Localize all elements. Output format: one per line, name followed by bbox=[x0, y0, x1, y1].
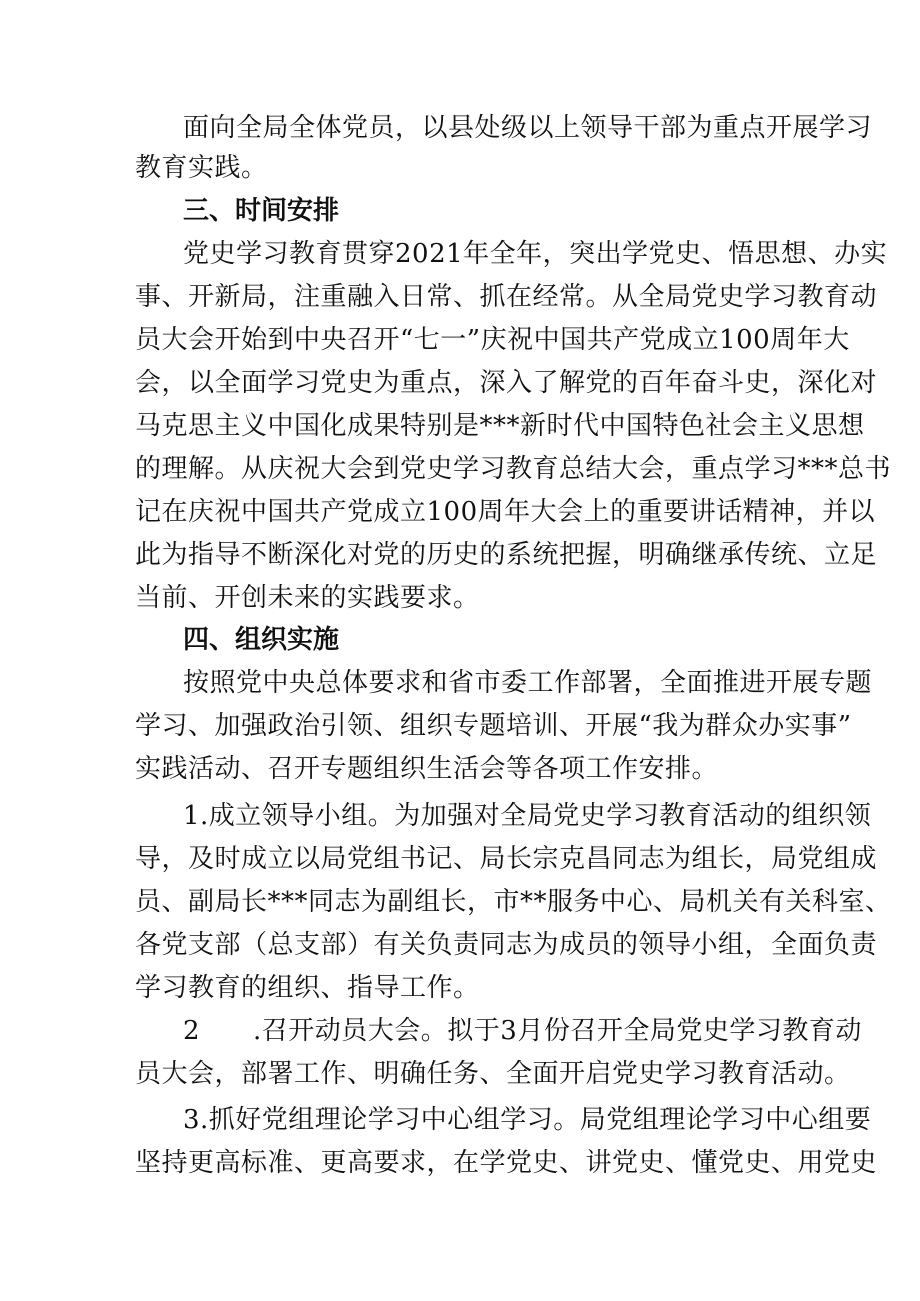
text-line: 2 .召开动员大会。拟于3月份召开全局党史学习教育动 bbox=[183, 1016, 862, 1046]
text-line: 实践活动、召开专题组织生活会等各项工作安排。 bbox=[135, 754, 719, 784]
text-line: 记在庆祝中国共产党成立100周年大会上的重要讲话精神，并以 bbox=[135, 497, 876, 527]
section-heading-time: 三、时间安排 bbox=[183, 196, 340, 226]
text-line: 导，及时成立以局党组书记、局长宗克昌同志为组长，局党组成 bbox=[135, 844, 878, 874]
text-line: 事、开新局，注重融入日常、抓在经常。从全局党史学习教育动 bbox=[135, 282, 878, 312]
text-line: 员大会开始到中央召开“七一”庆祝中国共产党成立100周年大 bbox=[135, 325, 850, 355]
text-line: 学习教育的组织、指导工作。 bbox=[135, 973, 480, 1003]
text-line: 会，以全面学习党史为重点，深入了解党的百年奋斗史，深化对 bbox=[135, 368, 878, 398]
text-line: 员大会，部署工作、明确任务、全面开启党史学习教育活动。 bbox=[135, 1059, 851, 1089]
text-line: 党史学习教育贯穿2021年全年，突出学党史、悟思想、办实 bbox=[183, 239, 888, 269]
text-line: 的理解。从庆祝大会到党史学习教育总结大会，重点学习***总书 bbox=[135, 454, 892, 484]
text-line: 学习、加强政治引领、组织专题培训、开展“我为群众办实事” bbox=[135, 711, 852, 741]
text-line: 1.成立领导小组。为加强对全局党史学习教育活动的组织领 bbox=[183, 801, 872, 831]
text-line: 员、副局长***同志为副组长，市**服务中心、局机关有关科室、 bbox=[135, 887, 892, 917]
text-line: 当前、开创未来的实践要求。 bbox=[135, 583, 480, 613]
section-heading-organization: 四、组织实施 bbox=[183, 625, 340, 655]
text-line: 马克思主义中国化成果特别是***新时代中国特色社会主义思想 bbox=[135, 411, 865, 441]
text-line: 面向全局全体党员，以县处级以上领导干部为重点开展学习 bbox=[183, 113, 873, 143]
text-line: 此为指导不断深化对党的历史的系统把握，明确继承传统、立足 bbox=[135, 540, 878, 570]
text-line: 各党支部（总支部）有关负责同志为成员的领导小组，全面负责 bbox=[135, 930, 878, 960]
text-line: 教育实践。 bbox=[135, 153, 268, 183]
text-line: 坚持更高标准、更高要求，在学党史、讲党史、懂党史、用党史 bbox=[135, 1148, 878, 1178]
text-line: 按照党中央总体要求和省市委工作部署，全面推进开展专题 bbox=[183, 668, 873, 698]
text-line: 3.抓好党组理论学习中心组学习。局党组理论学习中心组要 bbox=[183, 1105, 872, 1135]
